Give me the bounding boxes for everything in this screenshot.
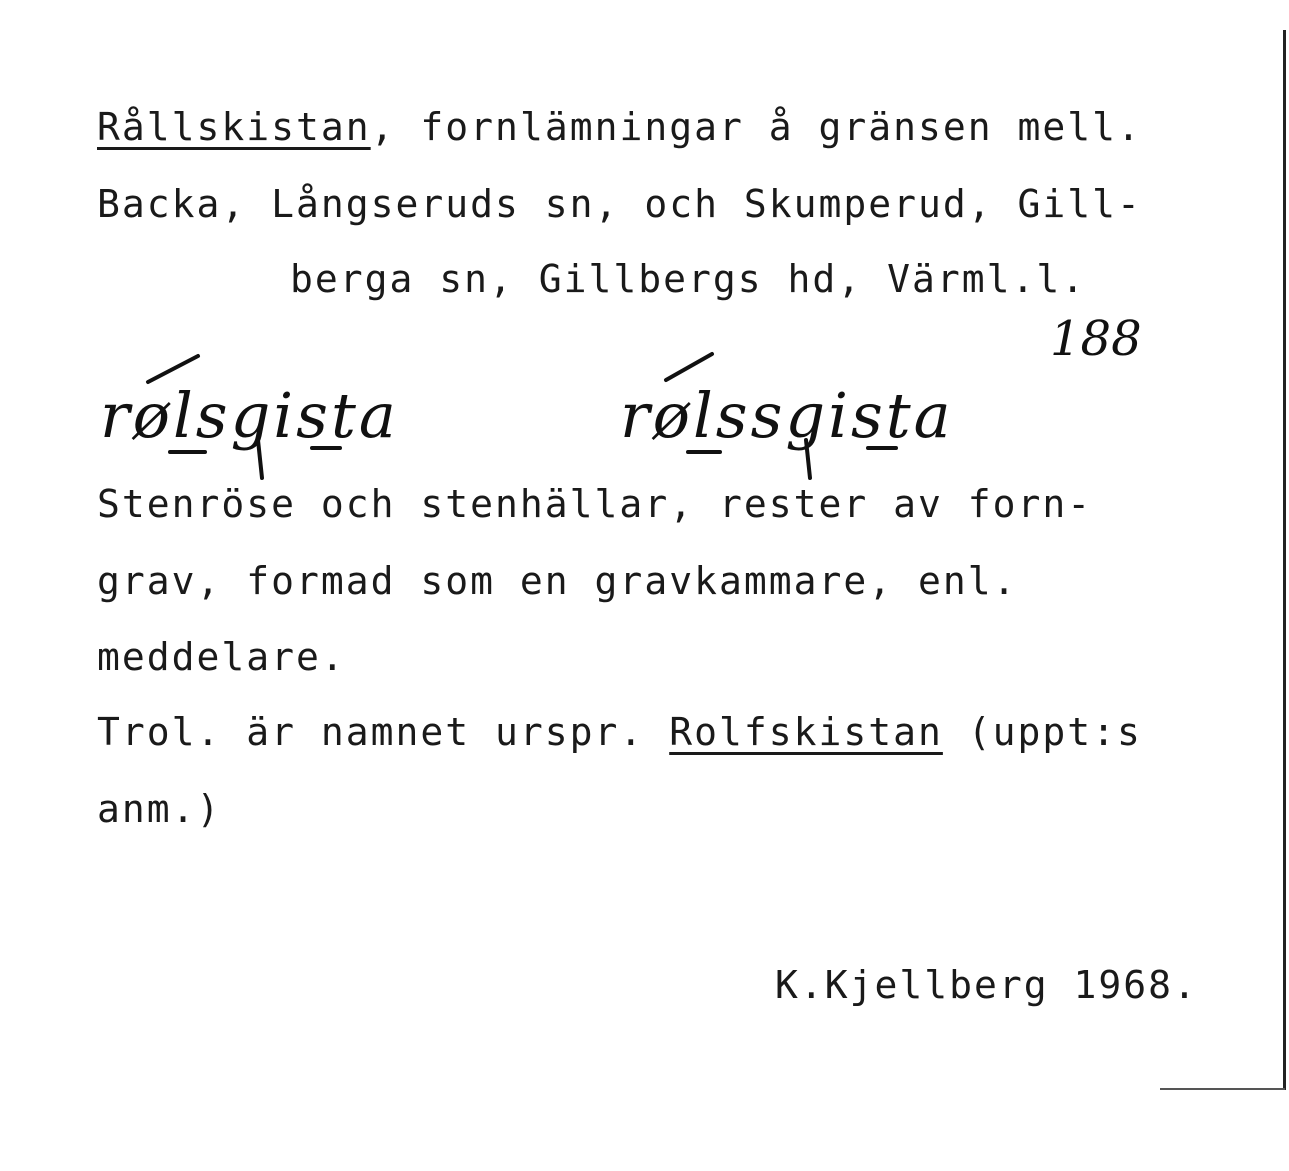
- note-suffix: (uppt:s: [942, 710, 1142, 754]
- description-line-1: Stenröse och stenhällar, rester av forn-: [97, 482, 1093, 526]
- tone-mark: [806, 440, 810, 478]
- location-line-3: berga sn, Gillbergs hd, Värml.l.: [290, 257, 1087, 301]
- note-prefix: Trol. är namnet urspr.: [97, 710, 670, 754]
- tone-mark: [258, 440, 262, 478]
- description-line-2: grav, formad som en gravkammare, enl.: [97, 559, 1018, 603]
- location-line-2: Backa, Långseruds sn, och Skumperud, Gill-: [97, 182, 1142, 226]
- note-line-2: anm.): [97, 787, 222, 831]
- place-name: Rållskistan: [97, 105, 371, 149]
- signature: K.Kjellberg 1968.: [775, 963, 1198, 1007]
- heading-rest: , fornlämningar å gränsen mell.: [370, 105, 1142, 149]
- card-number: 188: [1050, 311, 1142, 367]
- original-name: Rolfskistan: [669, 710, 943, 754]
- note-line-1: [97, 710, 1142, 754]
- accent-mark: [148, 356, 198, 382]
- phonetic-transcription-1: rølsgista: [100, 379, 399, 452]
- phonetic-transcription-2: rølssgista: [620, 379, 954, 452]
- description-line-3: meddelare.: [97, 635, 346, 679]
- accent-mark: [666, 354, 712, 380]
